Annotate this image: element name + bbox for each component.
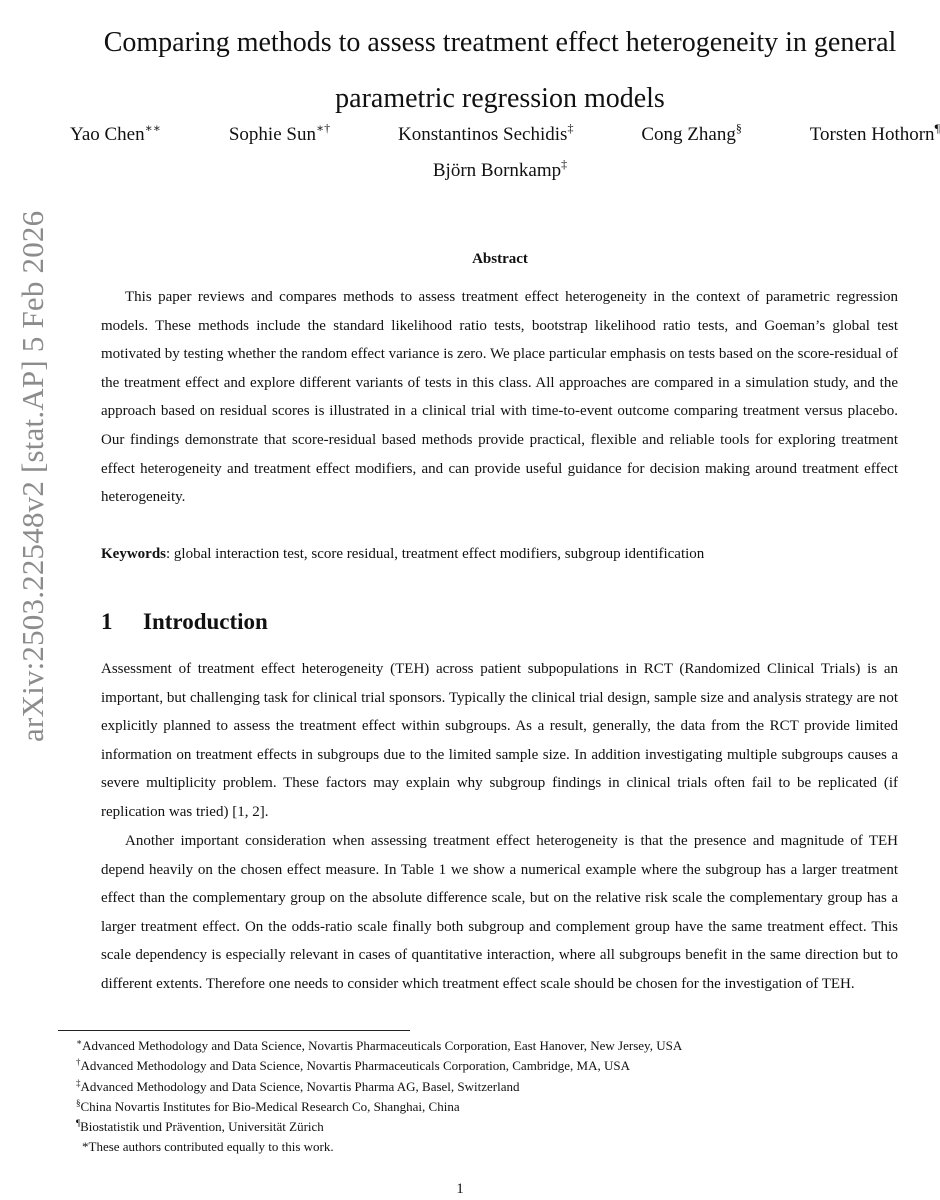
page-number: 1 — [456, 1181, 464, 1197]
footnote-mark: * — [82, 1139, 89, 1155]
paper-title — [60, 15, 940, 127]
keywords-label: Keywords — [101, 546, 166, 562]
section-number: 1 — [101, 609, 113, 634]
title-line-2: parametric regression models — [335, 82, 665, 114]
abstract-heading: Abstract — [472, 251, 528, 267]
title-line-1: Comparing methods to assess treatment effect heterogeneity in general — [103, 26, 897, 58]
author: Torsten Hothorn¶ — [809, 121, 940, 145]
author-affiliation-mark: ‡ — [561, 157, 568, 171]
author: Konstantinos Sechidis‡ — [398, 121, 574, 145]
footnote: ∗Advanced Methodology and Data Science, Novartis Pharmaceuticals Corporation, East Hanover, New Jersey, USA — [76, 1037, 683, 1053]
footnote-separator — [58, 1030, 410, 1031]
footnotes — [76, 1036, 896, 1158]
intro-paragraph-2: Another important consideration when assessing treatment effect heterogeneity is that the presence and magnitude of TEH depend heavily on the chosen effect measure. In Table 1 we show a numerical example where the subgroup has a larger treatment effect than the complementary group on the absolute difference scale, but on the relative risk scale the complementary group has a larger treatment effect. On the odds-ratio scale finally both subgroup and complement group have the same treatment effect. This scale dependency is especially relevant in cases of quantitative interaction, where all subgroups benefit in the same direction but to different extents. Therefore one needs to consider which treatment effect scale should be chosen for the investigation of TEH. — [101, 833, 898, 992]
arxiv-identifier-stamp[interactable]: arXiv:2503.22548v2 [stat.AP] 5 Feb 2026 — [15, 210, 50, 742]
abstract-text: This paper reviews and compares methods to assess treatment effect heterogeneity in the context of parametric regression models. These methods include the standard likelihood ratio tests, bootstrap likelihood ratio tests, and Goeman’s global test motivated by testing whether the random effect variance is zero. We place particular emphasis on tests based on the score-residual of the treatment effect and explore different variants of tests in this class. All approaches are compared in a simulation study, and the approach based on residual scores is illustrated in a clinical trial with time-to-event outcome comparing treatment versus placebo. Our findings demonstrate that score-residual based methods provide practical, flexible and reliable tools for exploring treatment effect heterogeneity and treatment effect modifiers, and can provide useful guidance for decision making around treatment effect heterogeneity. — [101, 289, 898, 506]
footnote: ¶Biostatistik und Prävention, Universität Zürich — [76, 1118, 324, 1135]
footnote: †Advanced Methodology and Data Science, Novartis Pharmaceuticals Corporation, Cambridge, MA, USA — [76, 1057, 630, 1074]
author: Sophie Sun∗† — [228, 121, 331, 145]
footnote: *These authors contributed equally to this work. — [82, 1139, 334, 1155]
author-affiliation-mark: ∗∗ — [144, 121, 161, 135]
author: Yao Chen∗∗ — [70, 121, 161, 145]
author-affiliation-mark: § — [735, 121, 742, 135]
author: Björn Bornkamp‡ — [432, 157, 568, 181]
footnote: §China Novartis Institutes for Bio-Medical Research Co, Shanghai, China — [76, 1097, 460, 1114]
author-affiliation-mark: ∗† — [315, 121, 331, 135]
intro-paragraph-1: Assessment of treatment effect heterogeneity (TEH) across patient subpopulations in RCT (Randomized Clinical Trials) is an important, but challenging task for clinical trial sponsors. Typically the clinical trial design, sample size and analysis strategy are not explicitly planned to assess the treatment effect within subgroups. As a result, generally, the data from the RCT provide limited information on treatment effects in subgroups due to the limited sample size. In addition investigating multiple subgroups causes a severe multiplicity problem. These factors may explain why subgroup findings in clinical trials often fail to be replicated (if replication was tried) [1, 2]. — [101, 661, 898, 820]
author-affiliation-mark: ¶ — [934, 121, 940, 135]
footnote-mark: ‡ — [76, 1077, 81, 1088]
footnote-mark: † — [76, 1057, 81, 1068]
footnote-mark: ∗ — [76, 1037, 83, 1047]
keywords-text: : global interaction test, score residual, treatment effect modifiers, subgroup identification — [166, 546, 705, 562]
footnote-mark: § — [76, 1097, 81, 1108]
author-list-second-line — [100, 158, 900, 184]
footnote: ‡Advanced Methodology and Data Science, Novartis Pharma AG, Basel, Switzerland — [76, 1077, 520, 1094]
keywords-line — [101, 542, 901, 566]
section-heading-introduction — [101, 604, 701, 640]
author-list — [70, 122, 940, 148]
section-title: Introduction — [143, 609, 268, 634]
author: Cong Zhang§ — [641, 121, 742, 145]
author-affiliation-mark: ‡ — [567, 121, 574, 135]
footnote-mark: ¶ — [76, 1118, 81, 1129]
